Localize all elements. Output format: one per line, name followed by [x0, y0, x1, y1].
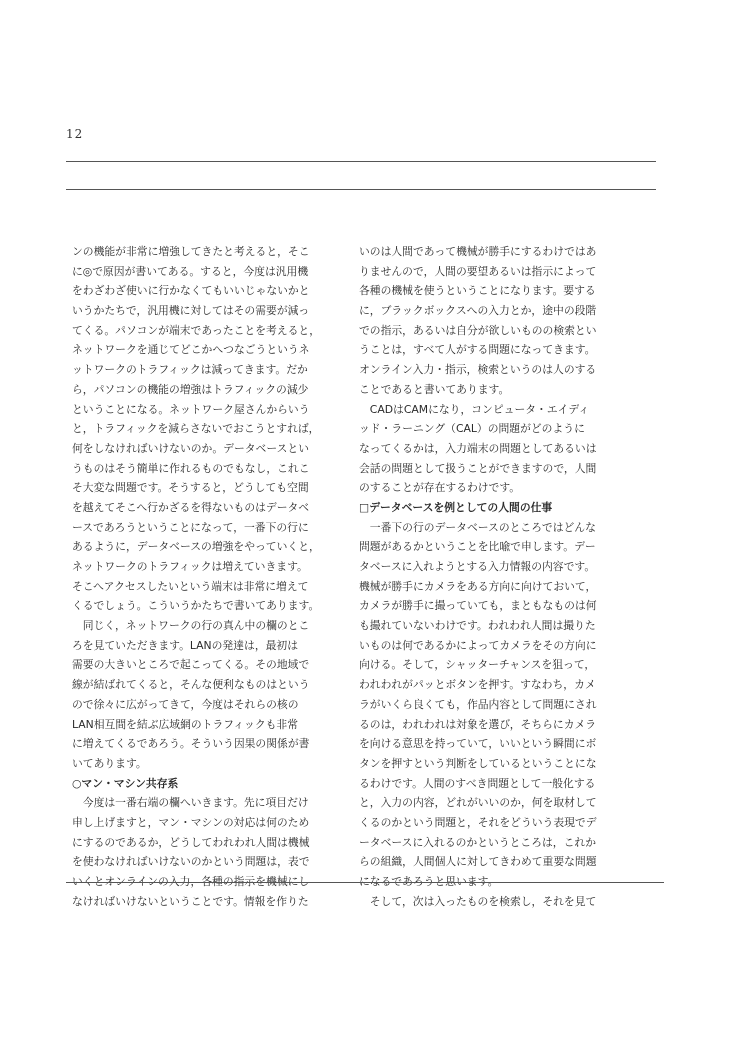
- text-line: と，入力の内容，どれがいいのか，何を取材して: [359, 796, 597, 810]
- text-line: 機械が勝手にカメラをある方向に向けておいて，: [359, 579, 597, 593]
- text-line: を使わなければいけないのかという問題は，表で: [72, 855, 310, 869]
- text-line: いのは人間であって機械が勝手にするわけではあ: [359, 245, 597, 258]
- text-line: うことは，すべて人がする問題になってきます。: [359, 343, 596, 357]
- text-line: るのは，われわれは対象を選び，そちらにカメラ: [359, 717, 597, 731]
- text-line: と，トラフィックを減らさないでおこうとすれば，: [72, 422, 320, 436]
- text-line: 何をしなければいけないのか。データベースとい: [72, 441, 309, 455]
- text-line: らの組織，人間個人に対してきわめて重要な問題: [359, 855, 597, 869]
- text-line: での指示，あるいは自分が欲しいものの検索とい: [359, 323, 597, 337]
- text-line: あるように，データベースの増強をやっていくと，: [72, 540, 320, 554]
- text-line: LAN相互間を結ぶ広域網のトラフィックも非常: [72, 717, 299, 731]
- text-line: タベースに入れようとする入力情報の内容です。: [359, 560, 596, 573]
- text-line: ラがいくら良くても，作品内容として問題にされ: [359, 697, 597, 711]
- text-line: いくとオンラインの入力，各種の指示を機械にし: [72, 875, 310, 888]
- text-line: 線が結ばれてくると，そんな便利なものはという: [72, 678, 310, 692]
- text-line: ことであると書いてあります。: [359, 382, 510, 396]
- text-line: りませんので，人間の要望あるいは指示によって: [359, 264, 597, 278]
- text-line: 需要の大きいところで起こってくる。その地域で: [72, 658, 310, 672]
- text-line: 会話の問題として扱うことができますので，人間: [359, 461, 597, 475]
- text-line: そして，次は入ったものを検索し，それを見て: [359, 894, 597, 908]
- header-rule-top: [66, 161, 656, 162]
- text-line: カメラが勝手に撮っていても，まともなものは何: [359, 599, 597, 613]
- text-line: くるでしょう。こういうかたちで書いてあります。: [72, 599, 320, 613]
- text-line: に◎で原因が書いてある。すると，今度は汎用機: [72, 264, 309, 278]
- text-line: 問題があるかということを比喩で申します。デー: [359, 540, 596, 554]
- text-line: ットワークのトラフィックは減ってきます。だか: [72, 363, 308, 377]
- text-line: を越えてそこへ行かざるを得ないものはデータベ: [72, 500, 310, 514]
- text-line: ータベースに入れるのかというところは，これか: [359, 835, 596, 849]
- text-line: ンの機能が非常に増強してきたと考えると，そこ: [72, 245, 310, 258]
- footer-rule: [66, 882, 664, 883]
- text-line: うものはそう簡単に作れるものでもなし，これこ: [72, 461, 310, 475]
- text-line: ということになる。ネットワーク屋さんからいう: [72, 402, 310, 416]
- text-line: に，ブラックボックスへの入力とか，途中の段階: [359, 304, 597, 318]
- page-number: 12: [66, 127, 84, 141]
- text-line: も撮れていないわけです。われわれ人間は撮りた: [359, 619, 596, 633]
- text-line: われわれがパッとボタンを押す。すなわち，カメ: [359, 678, 596, 692]
- text-line: 一番下の行のデータベースのところではどんな: [359, 520, 596, 534]
- text-line: を向ける意思を持っていて，いいという瞬間にボ: [359, 737, 597, 751]
- text-line: 同じく，ネットワークの行の真ん中の欄のとこ: [72, 619, 310, 633]
- right-text-column: [359, 242, 635, 911]
- section-heading: □データベースを例としての人間の仕事: [359, 500, 553, 514]
- text-line: いものは何であるかによってカメラをその方向に: [359, 638, 597, 652]
- text-line: いてあります。: [72, 756, 147, 770]
- text-line: ッド・ラーニング（CAL）の問題がどのように: [359, 422, 585, 436]
- text-line: 向ける。そして，シャッターチャンスを狙って，: [359, 658, 596, 672]
- text-line: るわけです。人間のすべき問題として一般化する: [359, 776, 596, 790]
- text-line: くるのかという問題と，それをどういう表現でデ: [359, 815, 597, 829]
- text-line: てくる。パソコンが端末であったことを考えると，: [72, 323, 321, 337]
- text-line: タンを押すという判断をしているということにな: [359, 756, 597, 770]
- text-line: そこへアクセスしたいという端末は非常に増えて: [72, 579, 309, 593]
- left-text-column: [72, 242, 348, 911]
- text-line: ースであろうということになって，一番下の行に: [72, 520, 309, 534]
- text-line: CADはCAMになり，コンピュータ・エイディ: [359, 402, 590, 416]
- text-line: に増えてくるであろう。そういう因果の関係が書: [72, 737, 310, 751]
- header-rule-bottom: [66, 189, 656, 190]
- text-line: オンライン入力・指示，検索というのは人のする: [359, 363, 597, 377]
- text-line: なってくるかは，入力端末の問題としてあるいは: [359, 441, 597, 455]
- text-line: なければいけないということです。情報を作りた: [72, 894, 309, 908]
- text-line: 各種の機械を使うということになります。要する: [359, 284, 596, 298]
- text-line: のすることが存在するわけです。: [359, 481, 521, 495]
- text-line: をわざわざ使いに行かなくてもいいじゃないかと: [72, 284, 310, 298]
- text-line: いうかたちで，汎用機に対してはその需要が減っ: [72, 304, 310, 318]
- text-line: ら，パソコンの機能の増強はトラフィックの減少: [72, 382, 309, 396]
- text-line: 今度は一番右端の欄へいきます。先に項目だけ: [72, 796, 309, 810]
- text-line: ネットワークを通じてどこかへつなごうというネ: [72, 343, 310, 357]
- text-line: ろを見ていただきます。LANの発達は，最初は: [72, 638, 299, 652]
- text-line: 申し上げますと，マン・マシンの対応は何のため: [72, 815, 310, 829]
- text-line: になるであろうと思います。: [359, 875, 499, 888]
- section-heading: ○マン・マシン共存系: [72, 776, 179, 790]
- text-line: にするのであるか，どうしてわれわれ人間は機械: [72, 835, 310, 849]
- text-line: ので徐々に広がってきて，今度はそれらの核の: [72, 697, 299, 711]
- text-line: ネットワークのトラフィックは増えていきます。: [72, 560, 308, 573]
- text-line: そ大変な問題です。そうすると，どうしても空間: [72, 481, 309, 495]
